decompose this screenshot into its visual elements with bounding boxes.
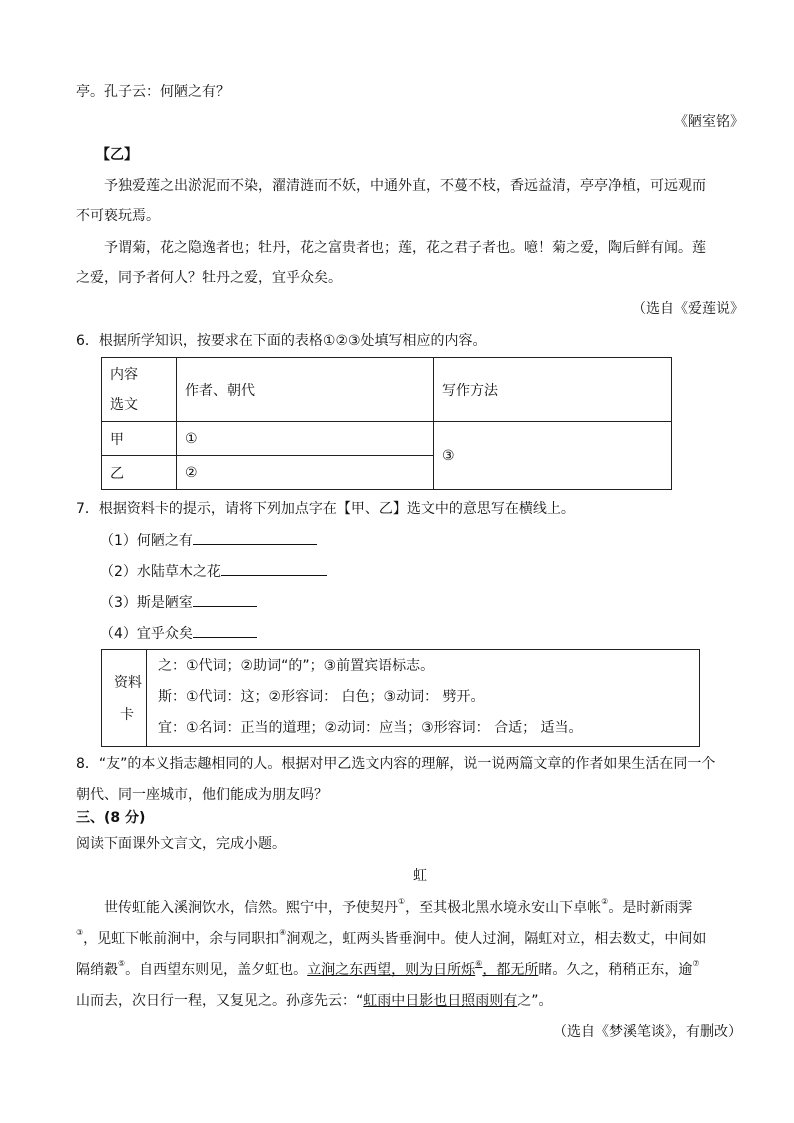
- question-6-table: [101, 357, 672, 490]
- section-3-heading: 三、(8 分): [76, 810, 146, 826]
- table-header-author: 作者、朝代: [177, 358, 434, 422]
- answer-blank-4[interactable]: [193, 623, 257, 638]
- table-header-method: 写作方法: [434, 358, 672, 422]
- underlined-phrase-2: 虹雨中日影也日照雨则有: [363, 993, 518, 1009]
- rainbow-line-3: 隔绡縠⑤。自西望东则见，盖夕虹也。立涧之东西望，则为日所烁⑥，都无所睹。久之，稍稍正东，逾⑦: [76, 959, 700, 978]
- q7-item-1: （1）何陋之有: [100, 530, 317, 551]
- answer-blank-2[interactable]: [221, 561, 327, 576]
- question-8-line1: 8．“友”的本义指志趣相同的人。根据对甲乙选文内容的理解，说一说两篇文章的作者如果生活在同一个: [76, 756, 716, 772]
- section-3-intro: 阅读下面课外文言文，完成小题。: [76, 836, 286, 852]
- yi-paragraph1-line1: 予独爱莲之出淤泥而不染，濯清涟而不妖，中通外直，不蔓不枝，香远益清，亭亭净植，可远观而: [104, 178, 706, 194]
- answer-blank-1[interactable]: [193, 530, 317, 545]
- reference-card-label: 资料 卡: [102, 650, 147, 746]
- table-cell-2[interactable]: ②: [177, 456, 434, 490]
- card-line-yi: 宜：①名词：正当的道理；②动词：应当；③形容词： 合适； 适当。: [158, 720, 583, 736]
- question-7: 7．根据资料卡的提示，请将下列加点字在【甲、乙】选文中的意思写在横线上。: [76, 501, 575, 517]
- underlined-phrase-1: 立涧之东西望，则为日所烁: [307, 962, 476, 978]
- table-cell-1[interactable]: ①: [177, 422, 434, 456]
- card-line-zhi: 之：①代词；②助词“的”；③前置宾语标志。: [158, 658, 435, 674]
- yi-paragraph1-line2: 不可亵玩焉。: [76, 208, 160, 224]
- yi-paragraph2-line2: 之爱，同予者何人？牡丹之爱，宜乎众矣。: [76, 270, 342, 286]
- question-6: 6．根据所学知识，按要求在下面的表格①②③处填写相应的内容。: [76, 333, 487, 349]
- reference-card: [101, 649, 700, 747]
- rainbow-line-2: ③，见虹下帐前涧中，余与同职扣④涧观之，虹两头皆垂涧中。使人过涧，隔虹对立，相去数丈，中间如: [76, 928, 707, 947]
- rainbow-line-1: 世传虹能入溪涧饮水，信然。熙宁中，予使契丹①，至其极北黑水境永安山下卓帐②。是时新雨霁: [104, 897, 693, 916]
- yi-paragraph2-line1: 予谓菊，花之隐逸者也；牡丹，花之富贵者也；莲，花之君子者也。噫！菊之爱，陶后鲜有闻。莲: [104, 240, 706, 256]
- rainbow-title: 虹: [413, 868, 427, 884]
- answer-blank-3[interactable]: [193, 592, 257, 607]
- q7-item-4: （4）宜乎众矣: [100, 623, 257, 644]
- table-cell-3[interactable]: ③: [434, 422, 672, 490]
- q7-item-2: （2）水陆草木之花: [100, 561, 327, 582]
- card-line-si: 斯：①代词：这；②形容词： 白色；③动词： 劈开。: [158, 689, 485, 705]
- jia-tail-line: 亭。孔子云：何陋之有？: [76, 84, 230, 100]
- yi-source: （选自《爱莲说》: [632, 301, 744, 317]
- question-8-line2: 朝代、同一座城市，他们能成为朋友吗？: [76, 787, 328, 803]
- q7-item-3: （3）斯是陋室: [100, 592, 257, 613]
- table-row-yi-label: 乙: [102, 456, 177, 490]
- table-row-jia-label: 甲: [102, 422, 177, 456]
- table-header-content: 内容 选文: [102, 358, 177, 422]
- yi-label: 【乙】: [96, 147, 138, 163]
- rainbow-source: （选自《梦溪笔谈》，有删改）: [553, 1024, 742, 1040]
- jia-source: 《陋室铭》: [674, 114, 744, 130]
- rainbow-line-4: 山而去，次日行一程，又复见之。孙彦先云：“虹雨中日影也日照雨则有之”。: [76, 993, 553, 1009]
